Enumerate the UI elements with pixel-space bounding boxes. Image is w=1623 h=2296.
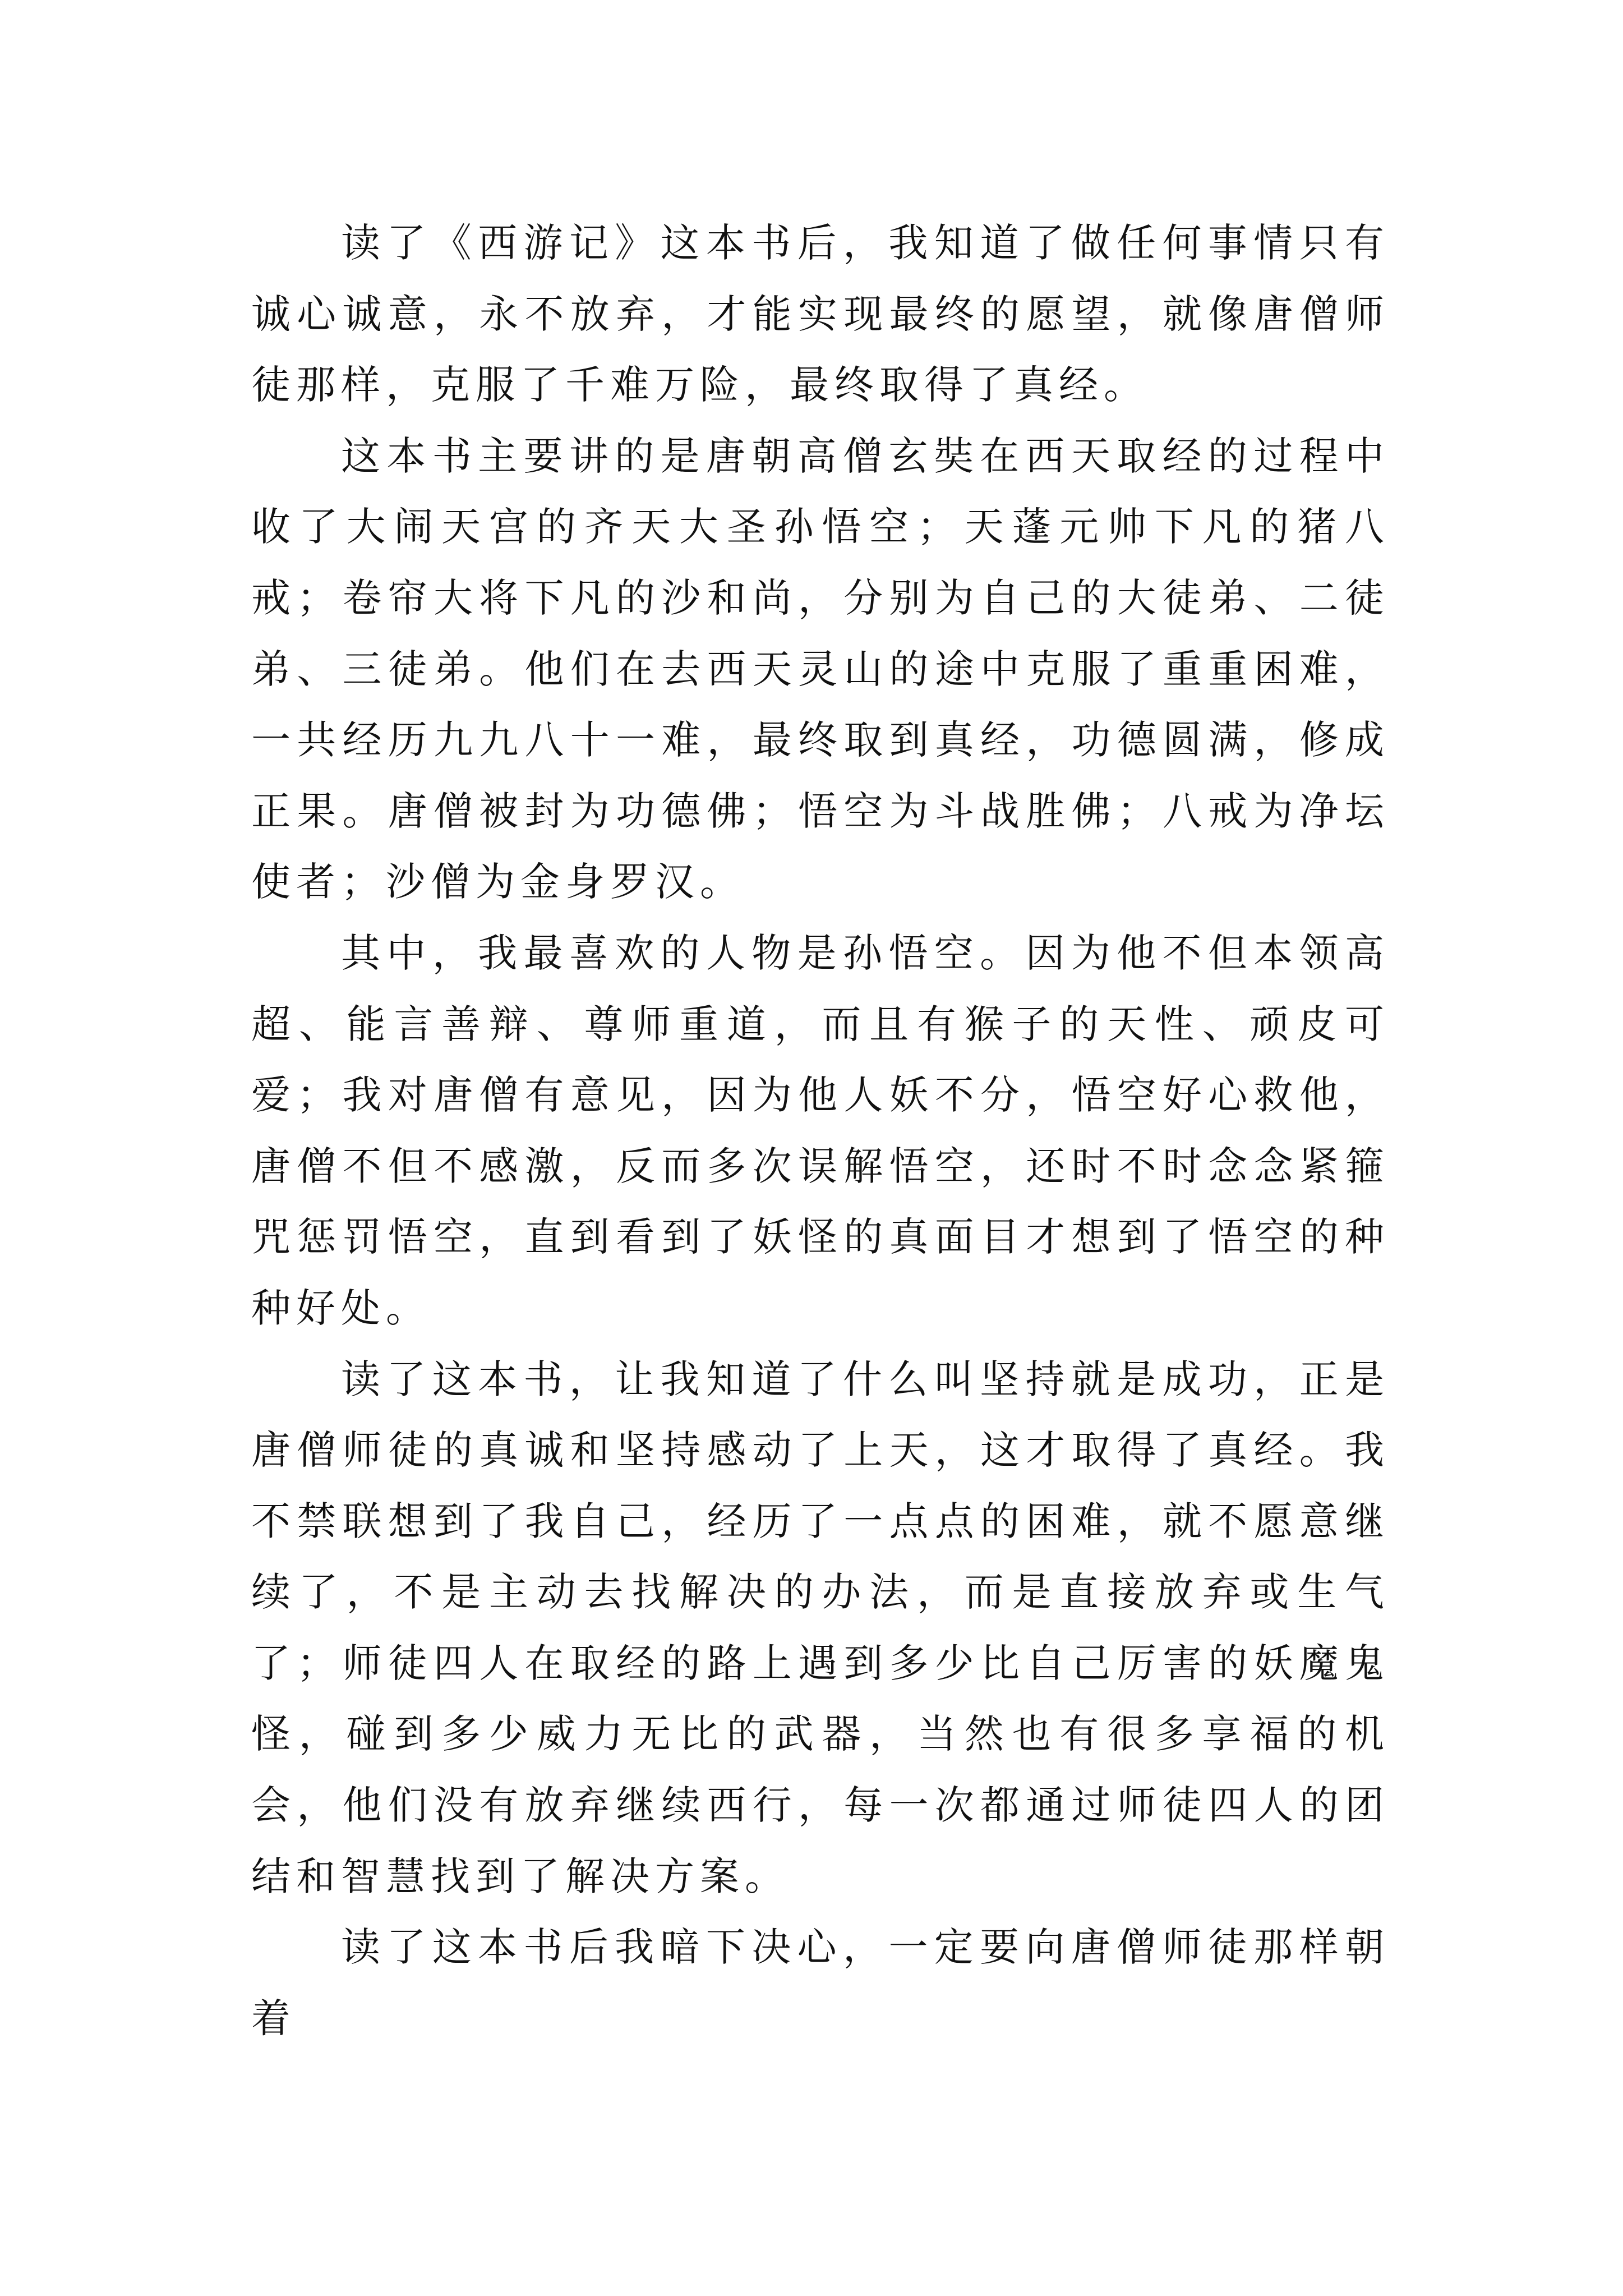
paragraph-2: 这本书主要讲的是唐朝高僧玄奘在西天取经的过程中收了大闹天宫的齐天大圣孙悟空；天蓬元帅下凡的猪八戒；卷帘大将下凡的沙和尚，分别为自己的大徒弟、二徒弟、三徒弟。他们在去西天灵山的途中克服了重重困难，一共经历九九八十一难，最终取到真经，功德圆满，修成正果。唐僧被封为功德佛；悟空为斗战胜佛；八戒为净坛使者；沙僧为金身罗汉。 (251, 432, 1390, 905)
essay-body (251, 208, 1390, 2054)
paragraph-3: 其中，我最喜欢的人物是孙悟空。因为他不但本领高超、能言善辩、尊师重道，而且有猴子的天性、顽皮可爱；我对唐僧有意见，因为他人妖不分，悟空好心救他，唐僧不但不感激，反而多次误解悟空，还时不时念念紧箍咒惩罚悟空，直到看到了妖怪的真面目才想到了悟空的种种好处。 (251, 930, 1390, 1331)
paragraph-5: 读了这本书后我暗下决心，一定要向唐僧师徒那样朝着 (251, 1924, 1390, 2041)
paragraph-1: 读了《西游记》这本书后，我知道了做任何事情只有诚心诚意，永不放弃，才能实现最终的愿望，就像唐僧师徒那样，克服了千难万险，最终取得了真经。 (251, 220, 1390, 408)
paragraph-4: 读了这本书，让我知道了什么叫坚持就是成功，正是唐僧师徒的真诚和坚持感动了上天，这才取得了真经。我不禁联想到了我自己，经历了一点点的困难，就不愿意继续了，不是主动去找解决的办法，而是直接放弃或生气了；师徒四人在取经的路上遇到多少比自己厉害的妖魔鬼怪，碰到多少威力无比的武器，当然也有很多享福的机会，他们没有放弃继续西行，每一次都通过师徒四人的团结和智慧找到了解决方案。 (251, 1356, 1390, 1899)
